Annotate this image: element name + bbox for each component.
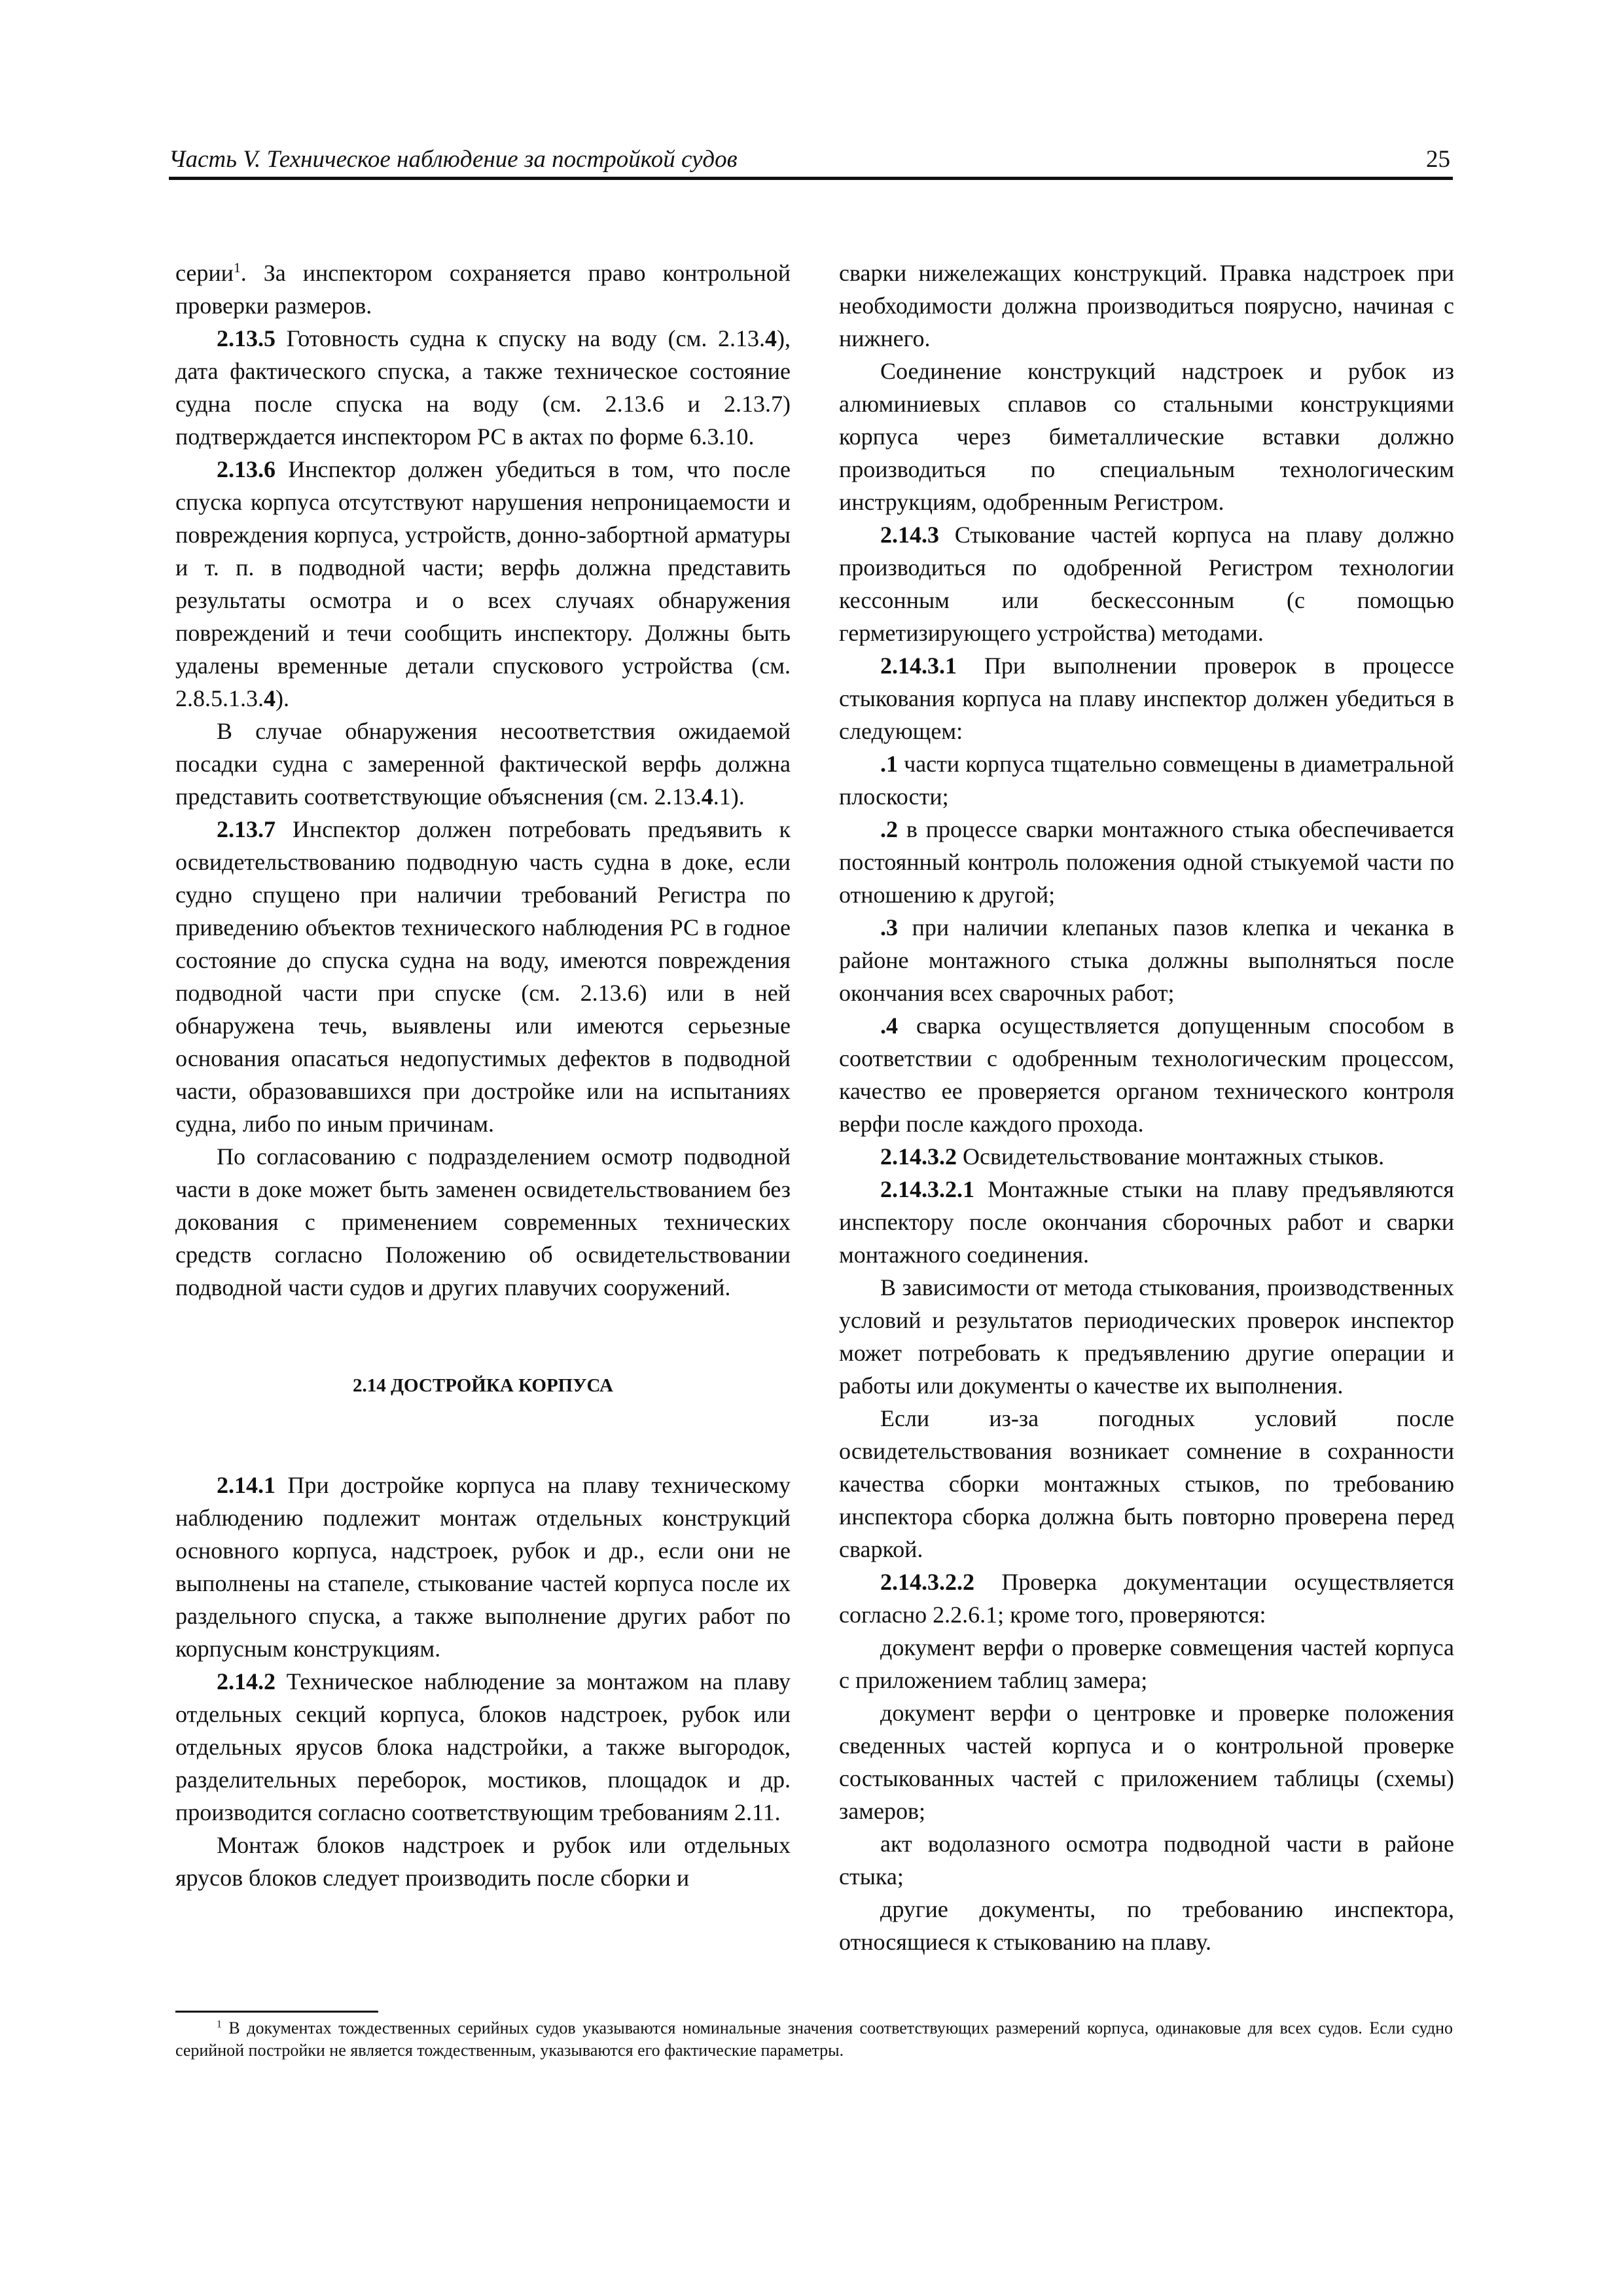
paragraph-2-14-1: 2.14.1 При достройке корпуса на плаву техническому наблюдению подлежит монтаж отдельных конструкций основного корпуса, надстроек, рубок и др., если они не выполнены на стапеле, стыкование частей корпуса после их раздельного спуска, а также выполнение других работ по корпусным конструкциям. — [175, 1472, 791, 1662]
list-item: .2 в процессе сварки монтажного стыка обеспечивается постоянный контроль положения одной стыкуемой части по отношению к другой; — [839, 816, 1454, 908]
paragraph-2-14-3-2-1: 2.14.3.2.1 Монтажные стыки на плаву предъявляются инспектору после окончания сборочных работ и сварки монтажного соединения. — [839, 1176, 1454, 1268]
list-item: .1 части корпуса тщательно совмещены в диаметральной плоскости; — [839, 751, 1454, 810]
footnote-mark: 1 — [217, 2018, 222, 2030]
paragraph: По согласованию с подразделением осмотр подводной части в доке может быть заменен освидетельствованием без докования с применением современных технических средств согласно Положению об освидетельствовании подводной части судов и других плавучих сооружений. — [175, 1143, 791, 1300]
paragraph-2-13-5: 2.13.5 Готовность судна к спуску на воду (см. 2.13.4), дата фактического спуска, а также техническое состояние судна после спуска на воду (см. 2.13.6 и 2.13.7) подтверждается инспектором РС в актах по форме 6.3.10. — [175, 325, 791, 450]
paragraph-2-14-3-1: 2.14.3.1 При выполнении проверок в процессе стыкования корпуса на плаву инспектор должен убедиться в следующем: — [839, 653, 1454, 744]
paragraph-2-14-3-2: 2.14.3.2 Освидетельствование монтажных стыков. — [880, 1143, 1385, 1170]
paragraph: Если из-за погодных условий после освидетельствования возникает сомнение в сохранности качества сборки монтажных стыков, по требованию инспектора сборка должна быть повторно проверена перед сваркой. — [839, 1405, 1454, 1562]
list-item: .3 при наличии клепаных пазов клепка и чеканка в районе монтажного стыка должны выполняться после окончания всех сварочных работ; — [839, 914, 1454, 1006]
page-number: 25 — [1426, 146, 1450, 173]
paragraph-2-14-3: 2.14.3 Стыкование частей корпуса на плаву должно производиться по одобренной Регистром технологии кессонным или бескессонным (с помощью герметизирующего устройства) методами. — [839, 522, 1454, 646]
footnote-ref: 1 — [233, 260, 241, 276]
running-header — [169, 145, 1453, 178]
left-column — [175, 257, 791, 1894]
paragraph-2-13-6: 2.13.6 Инспектор должен убедиться в том, что после спуска корпуса отсутствуют нарушения непроницаемости и повреждения корпуса, устройств, донно-забортной арматуры и т. п. в подводной части; верфь должна представить результаты осмотра и о всех случаях обнаружения повреждений и течи сообщить инспектору. Должны быть удалены временные детали спускового устройства (см. 2.8.5.1.3.4). — [175, 456, 791, 711]
paragraph: Соединение конструкций надстроек и рубок из алюминиевых сплавов со стальными конструкциями корпуса через биметаллические вставки должно производиться по специальным технологическим инструкциям, одобренным Регистром. — [839, 358, 1454, 515]
header-rule — [169, 177, 1453, 180]
document-list-item: другие документы, по требованию инспектора, относящиеся к стыкованию на плаву. — [839, 1896, 1454, 1955]
paragraph: серии$^1$. За инспектором сохраняется право контрольной проверки размеров. — [175, 260, 791, 319]
paragraph: В зависимости от метода стыкования, производственных условий и результатов периодических проверок инспектор может потребовать к предъявлению другие операции и работы или документы о качестве их выполнения. — [839, 1274, 1454, 1399]
running-header-title: Часть V. Техническое наблюдение за постройкой судов — [169, 146, 738, 173]
paragraph: Монтаж блоков надстроек и рубок или отдельных ярусов блоков следует производить после сборки и — [175, 1832, 791, 1891]
paragraph-2-13-7: 2.13.7 Инспектор должен потребовать предъявить к освидетельствованию подводную часть судна в доке, если судно спущено при наличии требований Регистра по приведению объектов технического наблюдения РС в годное состояние до спуска судна на воду, имеются повреждения подводной части при спуске (см. 2.13.6) или в ней обнаружена течь, выявлены или имеются серьезные основания опасаться недопустимых дефектов в подводной части, образовавшихся при достройке или на испытаниях судна, либо по иным причинам. — [175, 816, 791, 1137]
paragraph: В случае обнаружения несоответствия ожидаемой посадки судна с замеренной фактической верфь должна представить соответствующие объяснения (см. 2.13.4.1). — [175, 718, 791, 810]
section-heading: 2.14 ДОСТРОЙКА КОРПУСА — [353, 1375, 613, 1396]
right-column — [839, 257, 1454, 1958]
document-list-item: документ верфи о проверке совмещения частей корпуса с приложением таблиц замера; — [839, 1634, 1454, 1693]
paragraph: сварки нижележащих конструкций. Правка надстроек при необходимости должна производиться поярусно, начиная с нижнего. — [839, 260, 1454, 351]
list-item: .4 сварка осуществляется допущенным способом в соответствии с одобренным технологическим процессом, качество ее проверяется органом технического контроля верфи после каждого прохода. — [839, 1013, 1454, 1137]
document-list-item: документ верфи о центровке и проверке положения сведенных частей корпуса и о контрольной проверке состыкованных частей с приложением таблицы (схемы) замеров; — [839, 1700, 1454, 1824]
paragraph-2-14-2: 2.14.2 Техническое наблюдение за монтажом на плаву отдельных секций корпуса, блоков надстроек, рубок или отдельных ярусов блока надстройки, а также выгородок, разделительных переборок, мостиков, площадок и др. производится согласно соответствующим требованиям 2.11. — [175, 1668, 791, 1825]
paragraph-2-14-3-2-2: 2.14.3.2.2 Проверка документации осуществляется согласно 2.2.6.1; кроме того, проверяются: — [839, 1569, 1454, 1628]
footnote-rule — [175, 2011, 378, 2013]
footnote: $^1$ В документах тождественных серийных судов указываются номинальные значения соответствующих размерений корпуса, одинаковые для всех судов. Если судно серийной постройки не является тождественным, указываются его фактические параметры. — [175, 2018, 1453, 2060]
document-list-item: акт водолазного осмотра подводной части в районе стыка; — [839, 1831, 1454, 1890]
